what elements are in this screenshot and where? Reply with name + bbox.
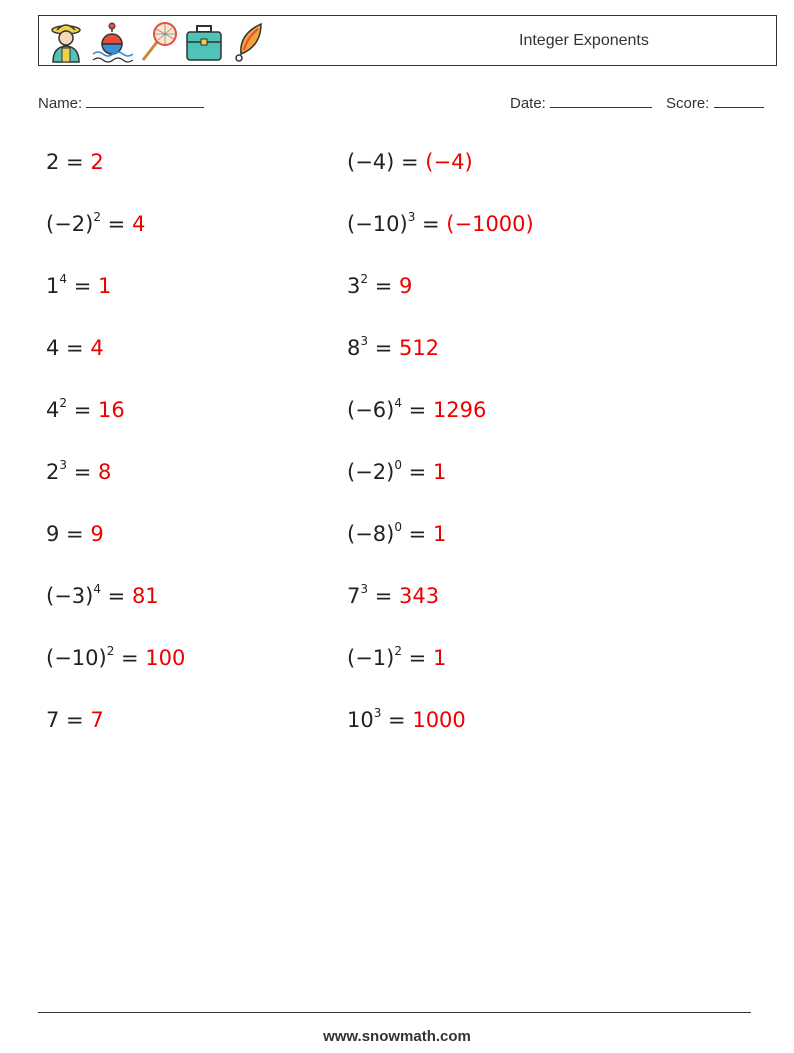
equals-sign: = bbox=[59, 336, 91, 360]
problem-exponent: 4 bbox=[59, 272, 68, 286]
problem-answer: 343 bbox=[398, 584, 440, 608]
problem-answer: 1296 bbox=[432, 398, 487, 422]
problem-item bbox=[347, 522, 446, 546]
problem-item bbox=[46, 398, 125, 422]
fishing-lure-icon bbox=[229, 20, 271, 64]
problem-base: (−8) bbox=[347, 522, 395, 546]
problem-item bbox=[46, 212, 145, 236]
problem-item bbox=[347, 460, 446, 484]
equals-sign: = bbox=[67, 398, 98, 422]
problem-answer: 1000 bbox=[412, 708, 466, 732]
problem-base: 2 bbox=[46, 460, 60, 484]
problem-exponent: 2 bbox=[360, 272, 369, 286]
problem-item bbox=[46, 460, 111, 484]
date-blank bbox=[550, 93, 652, 108]
footer-website: www.snowmath.com bbox=[323, 1028, 471, 1045]
equals-sign: = bbox=[401, 646, 433, 670]
problem-item bbox=[347, 336, 439, 360]
problem-exponent: 2 bbox=[59, 396, 68, 410]
problem-item bbox=[46, 150, 104, 174]
problem-item bbox=[46, 708, 104, 732]
problem-base: (−10) bbox=[347, 212, 408, 236]
problem-base: 7 bbox=[46, 708, 60, 732]
problem-answer: 1 bbox=[432, 460, 447, 484]
problem-exponent: 0 bbox=[394, 458, 402, 472]
equals-sign: = bbox=[401, 398, 433, 422]
equals-sign: = bbox=[401, 522, 433, 546]
problem-exponent: 2 bbox=[93, 210, 101, 224]
problem-exponent: 0 bbox=[394, 520, 402, 534]
problem-base: 4 bbox=[46, 336, 60, 360]
problem-exponent: 3 bbox=[373, 706, 382, 720]
name-blank bbox=[86, 93, 204, 108]
problem-base: 10 bbox=[347, 708, 374, 732]
problem-exponent: 3 bbox=[59, 458, 68, 472]
problem-answer: 8 bbox=[97, 460, 112, 484]
score-label: Score: bbox=[666, 95, 710, 112]
equals-sign: = bbox=[100, 584, 132, 608]
tackle-box-icon bbox=[183, 20, 225, 64]
problem-base: (−10) bbox=[46, 646, 107, 670]
equals-sign: = bbox=[59, 150, 91, 174]
problem-exponent: 2 bbox=[106, 644, 115, 658]
problem-base: (−6) bbox=[347, 398, 395, 422]
worksheet-title: Integer Exponents bbox=[519, 32, 649, 49]
problem-item bbox=[347, 274, 412, 298]
footer-divider bbox=[38, 1012, 751, 1013]
problem-item bbox=[46, 584, 159, 608]
problem-base: 2 bbox=[46, 150, 60, 174]
problem-answer: 512 bbox=[398, 336, 440, 360]
name-label: Name: bbox=[38, 95, 83, 112]
problem-answer: 9 bbox=[398, 274, 413, 298]
problem-exponent: 3 bbox=[407, 210, 416, 224]
problem-base: 7 bbox=[347, 584, 361, 608]
equals-sign: = bbox=[114, 646, 146, 670]
equals-sign: = bbox=[67, 274, 98, 298]
problem-answer: (−4) bbox=[425, 150, 473, 174]
problem-exponent: 3 bbox=[360, 334, 369, 348]
problem-base: 3 bbox=[347, 274, 361, 298]
equals-sign: = bbox=[401, 460, 433, 484]
equals-sign: = bbox=[368, 584, 399, 608]
equals-sign: = bbox=[394, 150, 426, 174]
score-field bbox=[666, 93, 764, 112]
problem-exponent: 4 bbox=[394, 396, 402, 410]
equals-sign: = bbox=[59, 708, 91, 732]
problem-exponent: 4 bbox=[93, 582, 101, 596]
problem-item bbox=[46, 522, 104, 546]
problem-answer: 1 bbox=[432, 522, 447, 546]
problem-answer: 1 bbox=[432, 646, 447, 670]
problem-item bbox=[347, 584, 439, 608]
problem-exponent: 3 bbox=[360, 582, 369, 596]
problem-base: (−1) bbox=[347, 646, 395, 670]
problem-item bbox=[347, 646, 446, 670]
problem-item bbox=[347, 150, 473, 174]
problem-item bbox=[347, 708, 466, 732]
problem-base: 4 bbox=[46, 398, 60, 422]
problem-item bbox=[46, 646, 185, 670]
problem-answer: 4 bbox=[131, 212, 146, 236]
problem-answer: 1 bbox=[97, 274, 112, 298]
problem-base: (−2) bbox=[347, 460, 395, 484]
problem-item bbox=[46, 274, 111, 298]
problem-base: (−3) bbox=[46, 584, 94, 608]
problem-base: 1 bbox=[46, 274, 60, 298]
problem-answer: 9 bbox=[90, 522, 104, 546]
header-icons bbox=[45, 20, 271, 64]
problem-answer: (−1000) bbox=[446, 212, 534, 236]
equals-sign: = bbox=[381, 708, 413, 732]
equals-sign: = bbox=[100, 212, 132, 236]
fishing-float-icon bbox=[91, 20, 133, 64]
score-blank bbox=[714, 93, 764, 108]
problem-base: (−4) bbox=[347, 150, 395, 174]
problem-answer: 81 bbox=[131, 584, 159, 608]
fishing-net-icon bbox=[137, 20, 179, 64]
problem-answer: 7 bbox=[90, 708, 104, 732]
problem-item bbox=[46, 336, 104, 360]
fisherman-icon bbox=[45, 20, 87, 64]
equals-sign: = bbox=[368, 336, 399, 360]
problem-answer: 4 bbox=[90, 336, 104, 360]
equals-sign: = bbox=[67, 460, 98, 484]
problem-answer: 16 bbox=[97, 398, 125, 422]
problem-item bbox=[347, 398, 486, 422]
equals-sign: = bbox=[59, 522, 91, 546]
problem-base: (−2) bbox=[46, 212, 94, 236]
equals-sign: = bbox=[368, 274, 399, 298]
date-field bbox=[510, 93, 652, 112]
equals-sign: = bbox=[415, 212, 447, 236]
problem-base: 9 bbox=[46, 522, 60, 546]
date-label: Date: bbox=[510, 95, 546, 112]
problem-exponent: 2 bbox=[394, 644, 402, 658]
worksheet-header bbox=[38, 15, 777, 66]
problem-answer: 2 bbox=[90, 150, 104, 174]
name-field bbox=[38, 93, 204, 112]
problem-base: 8 bbox=[347, 336, 361, 360]
problem-item bbox=[347, 212, 534, 236]
problem-answer: 100 bbox=[145, 646, 186, 670]
